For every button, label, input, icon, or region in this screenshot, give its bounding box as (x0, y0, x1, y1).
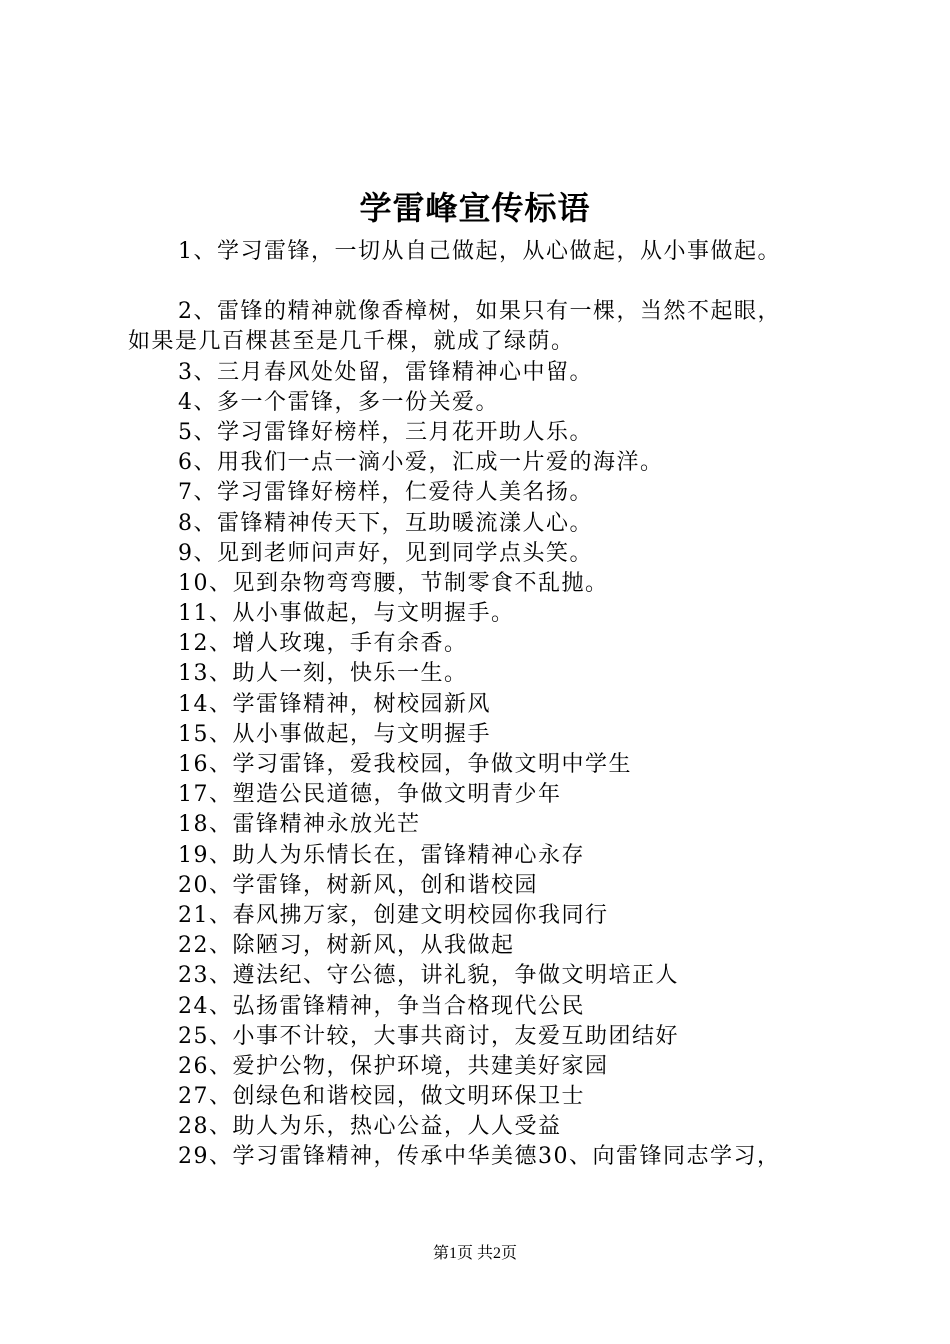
list-item: 4、多一个雷锋，多一份关爱。 (178, 389, 499, 415)
list-item: 1、学习雷锋，一切从自己做起，从心做起，从小事做起。 (178, 239, 781, 264)
list-item: 24、弘扬雷锋精神，争当合格现代公民 (178, 993, 585, 1019)
list-item: 9、见到老师问声好，见到同学点头笑。 (178, 540, 593, 566)
list-item: 17、塑造公民道德，争做文明青少年 (178, 782, 562, 808)
list-item: 26、爱护公物，保护环境，共建美好家园 (178, 1053, 609, 1079)
list-item: 19、助人为乐情长在，雷锋精神心永存 (178, 842, 585, 868)
list-item: 27、创绿色和谐校园，做文明环保卫士 (178, 1084, 585, 1110)
list-item: 14、学雷锋精神，树校园新风 (178, 691, 491, 717)
list-item-continuation: 如果是几百棵甚至是几千棵，就成了绿荫。 (128, 329, 575, 355)
list-item: 3、三月春风处处留，雷锋精神心中留。 (178, 359, 593, 385)
list-item: 25、小事不计较，大事共商讨，友爱互助团结好 (178, 1023, 679, 1049)
list-item: 8、雷锋精神传天下，互助暖流漾人心。 (178, 510, 593, 536)
list-item: 15、从小事做起，与文明握手 (178, 721, 491, 747)
list-item: 28、助人为乐，热心公益，人人受益 (178, 1114, 562, 1140)
list-item: 12、增人玫瑰，手有余香。 (178, 631, 468, 657)
slogan-list (128, 237, 828, 1173)
list-item: 2、雷锋的精神就像香樟树，如果只有一棵，当然不起眼， (178, 299, 781, 325)
list-item: 23、遵法纪、守公德，讲礼貌，争做文明培正人 (178, 963, 679, 989)
page-title: 学雷峰宣传标语 (359, 189, 591, 227)
list-item: 20、学雷锋，树新风，创和谐校园 (178, 872, 538, 898)
list-item: 11、从小事做起，与文明握手。 (178, 601, 515, 627)
list-item: 7、学习雷锋好榜样，仁爱待人美名扬。 (178, 480, 593, 506)
list-item: 5、学习雷锋好榜样，三月花开助人乐。 (178, 419, 593, 445)
list-item: 29、学习雷锋精神，传承中华美德30、向雷锋同志学习， (178, 1144, 781, 1170)
list-item: 16、学习雷锋，爱我校园，争做文明中学生 (178, 752, 632, 777)
list-item: 6、用我们一点一滴小爱，汇成一片爱的海洋。 (178, 450, 664, 476)
list-item: 21、春风拂万家，创建文明校园你我同行 (178, 902, 609, 928)
paragraph-gap (128, 267, 828, 297)
list-item: 10、见到杂物弯弯腰，节制零食不乱抛。 (178, 570, 609, 596)
list-item: 13、助人一刻，快乐一生。 (178, 661, 468, 687)
list-item: 22、除陋习，树新风，从我做起 (178, 933, 515, 959)
list-item: 18、雷锋精神永放光芒 (178, 812, 421, 838)
page-footer: 第1页 共2页 (432, 1245, 517, 1262)
